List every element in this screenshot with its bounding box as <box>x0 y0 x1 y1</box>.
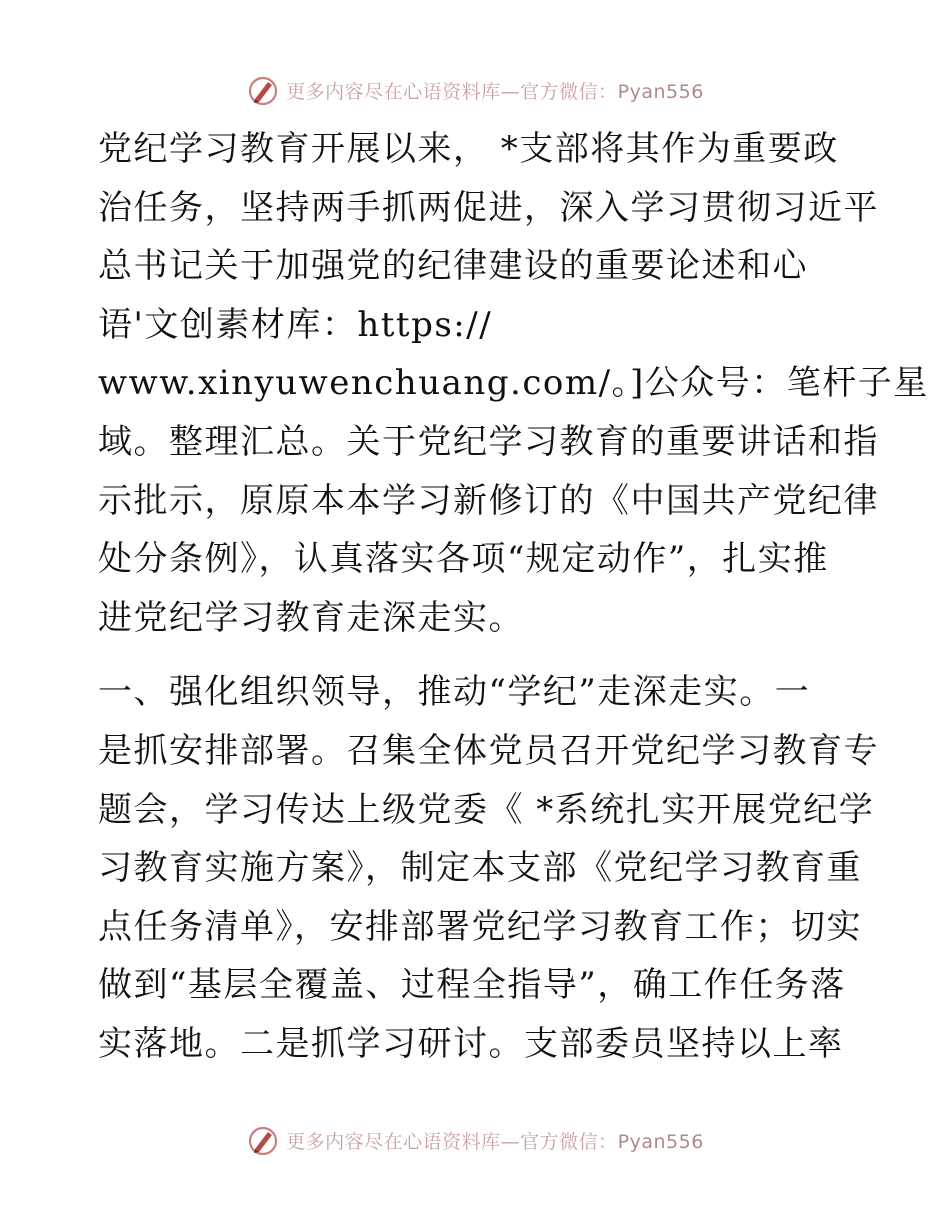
text-line: 总书记关于加强党的纪律建设的重要论述和心 <box>98 246 808 287</box>
pen-circle-logo-icon <box>246 73 280 107</box>
text-line: 域。整理汇总。关于党纪学习教育的重要讲话和指 <box>98 421 879 462</box>
text-line: 实落地。二是抓学习研讨。支部委员坚持以上率 <box>98 1023 844 1064</box>
text-line: www.xinyuwenchuang.com/。]公众号：笔杆子星 <box>98 363 929 404</box>
footer-watermark <box>0 1120 950 1160</box>
text-line: 进党纪学习教育走深走实。 <box>98 597 524 638</box>
text-line: 党纪学习教育开展以来， *支部将其作为重要政 <box>98 129 839 169</box>
pen-circle-logo-icon <box>246 1123 280 1157</box>
document-body <box>98 120 929 1074</box>
text-line: 治任务，坚持两手抓两促进，深入学习贯彻习近平 <box>98 187 879 228</box>
text-line: 题会，学习传达上级党委《 *系统扎实开展党纪学 <box>98 789 875 830</box>
watermark-wechat-id: Pyan556 <box>617 1130 704 1153</box>
header-watermark <box>0 70 950 110</box>
text-line: 点任务清单》，安排部署党纪学习教育工作；切实 <box>98 906 862 947</box>
text-line: 习教育实施方案》，制定本支部《党纪学习教育重 <box>98 848 862 889</box>
watermark-text: 更多内容尽在心语资料库—官方微信：Pyan556 <box>286 80 704 103</box>
text-line: 示批示，原原本本学习新修订的《中国共产党纪律 <box>98 480 879 521</box>
text-line: 处分条例》，认真落实各项“规定动作”，扎实推 <box>98 539 829 580</box>
text-line: 一、强化组织领导，推动“学纪”走深走实。一 <box>98 672 811 713</box>
watermark-wechat-id: Pyan556 <box>617 80 704 103</box>
text-line: 做到“基层全覆盖、过程全指导”，确工作任务落 <box>98 965 846 1006</box>
text-line: 是抓安排部署。召集全体党员召开党纪学习教育专 <box>98 730 879 771</box>
paragraph-1 <box>98 120 929 647</box>
paragraph-2 <box>98 663 879 1073</box>
text-line: 语'文创素材库：https:// <box>98 304 493 345</box>
watermark-text: 更多内容尽在心语资料库—官方微信：Pyan556 <box>286 1130 704 1153</box>
